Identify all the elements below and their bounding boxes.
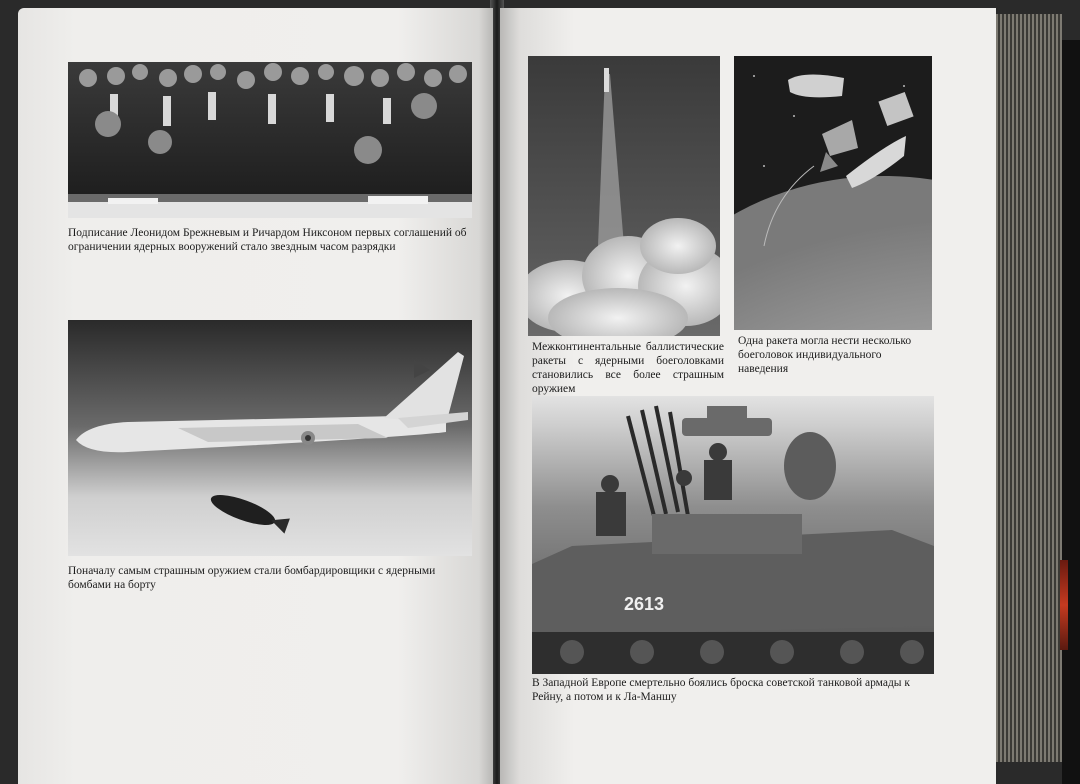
signing-ceremony-photo (68, 62, 472, 218)
anti-aircraft-tank-photo (532, 396, 934, 674)
missile-caption: Межконтинентальные баллистические ракеты с ядерными боеголовками становились все более страшным оружием (532, 341, 724, 395)
tank-caption: В Западной Европе смертельно боялись броска советской танковой армады к Рейну, а потом и к Ла-Маншу (532, 677, 910, 703)
bomber-caption: Поначалу самым страшным оружием стали бомбардировщики с ядерными бомбами на борту (68, 565, 436, 591)
bomber-aircraft-photo (68, 320, 472, 556)
multiple-warhead-illustration (734, 56, 932, 330)
hull-number: 2613 (624, 594, 665, 614)
missile-launch-photo (528, 56, 720, 336)
bookmark-ribbon (1060, 560, 1068, 650)
book-cover (1062, 40, 1080, 784)
page-edges (996, 14, 1062, 762)
signing-caption: Подписание Леонидом Брежневым и Ричардом Никсоном первых соглашений об ограничении ядерных вооружений стало звездным часом разрядки (68, 227, 467, 253)
warhead-caption: Одна ракета могла нести несколько боеголовок индивидуального наведения (738, 335, 912, 375)
